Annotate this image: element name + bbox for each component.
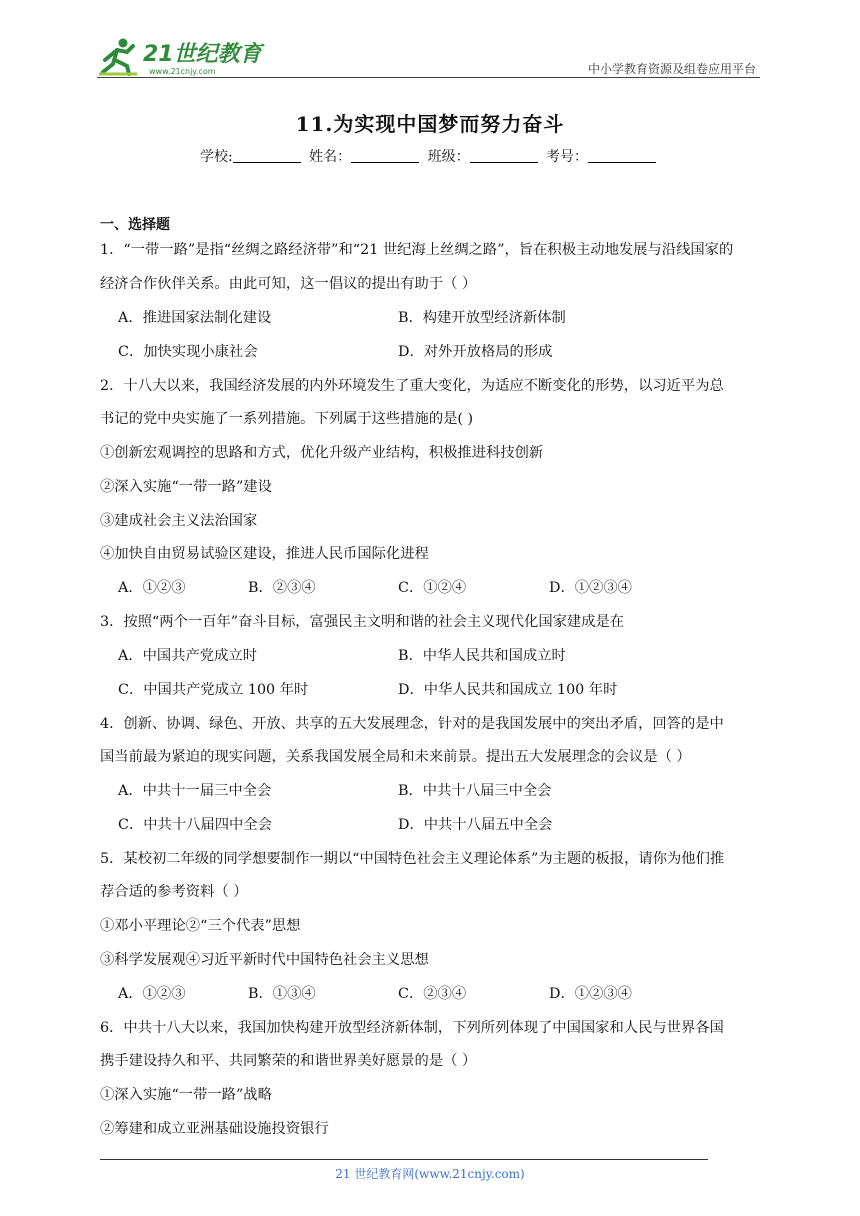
svg-text:www.21cnjy.com: www.21cnjy.com [149, 67, 216, 76]
question-2-statement-3: ③建成社会主义法治国家 [100, 513, 258, 529]
question-2-statement-4: ④加快自由贸易试验区建设，推进人民币国际化进程 [100, 546, 429, 562]
question-4-option-c: C．中共十八届四中全会 [118, 817, 272, 833]
name-blank [351, 148, 419, 163]
question-2-option-d: D．①②③④ [549, 580, 632, 596]
header-divider [97, 77, 760, 78]
page-header [97, 34, 760, 78]
question-6-stem: 6．中共十八大以来，我国加快构建开放型经济新体制，下列所列体现了中国国家和人民与世界各国 [100, 1020, 724, 1036]
exam-no-blank [588, 148, 656, 163]
question-2-option-a: A．①②③ [118, 580, 186, 596]
question-5-option-a: A．①②③ [118, 986, 186, 1002]
student-info-row [0, 146, 860, 166]
question-3-option-c: C．中国共产党成立 100 年时 [118, 682, 309, 698]
question-4-option-d: D．中共十八届五中全会 [398, 817, 553, 833]
question-1-option-c: C．加快实现小康社会 [118, 344, 258, 360]
question-6-stem-cont: 携手建设持久和平、共同繁荣的和谐世界美好愿景的是（ ） [100, 1053, 477, 1069]
question-1-option-b: B．构建开放型经济新体制 [398, 310, 566, 326]
class-blank [470, 148, 538, 163]
question-2-option-c: C．①②④ [398, 580, 467, 596]
question-3-option-a: A．中国共产党成立时 [118, 648, 257, 664]
question-5-option-d: D．①②③④ [549, 986, 632, 1002]
school-blank [233, 148, 301, 163]
site-logo [97, 34, 267, 78]
section-title: 一、选择题 [100, 217, 170, 233]
question-3-option-d: D．中华人民共和国成立 100 年时 [398, 682, 618, 698]
question-6-statement-1: ①深入实施“一带一路”战略 [100, 1087, 272, 1103]
school-label: 学校: [199, 149, 233, 165]
question-2-option-b: B．②③④ [248, 580, 316, 596]
question-5-option-b: B．①③④ [248, 986, 316, 1002]
page-title: 11.为实现中国梦而努力奋斗 [295, 112, 565, 136]
exam-no-label: 考号： [546, 149, 589, 165]
question-1-option-d: D．对外开放格局的形成 [398, 344, 553, 360]
question-4-option-a: A．中共十一届三中全会 [118, 783, 272, 799]
question-4-option-b: B．中共十八届三中全会 [398, 783, 552, 799]
question-5-stem: 5．某校初二年级的同学想要制作一期以“中国特色社会主义理论体系”为主题的板报，请你为他们推 [100, 851, 725, 867]
question-1-stem: 1．“一带一路”是指“丝绸之路经济带”和“21 世纪海上丝绸之路”，旨在积极主动地发展与沿线国家的 [100, 242, 734, 258]
question-2-statement-2: ②深入实施“一带一路”建设 [100, 479, 272, 495]
footer-link[interactable]: 21 世纪教育网(www.21cnjy.com) [335, 1167, 525, 1181]
question-5-stem-cont: 荐合适的参考资料（ ） [100, 884, 248, 900]
platform-name: 中小学教育资源及组卷应用平台 [587, 62, 756, 76]
question-3-option-b: B．中华人民共和国成立时 [398, 648, 566, 664]
question-2-stem-cont: 书记的党中央实施了一系列措施。下列属于这些措施的是( ) [100, 411, 474, 427]
question-6-statement-2: ②筹建和成立亚洲基础设施投资银行 [100, 1121, 329, 1137]
name-label: 姓名： [309, 149, 352, 165]
question-4-stem: 4．创新、协调、绿色、开放、共享的五大发展理念，针对的是我国发展中的突出矛盾，回答的是中 [100, 716, 724, 732]
question-3-stem: 3．按照“两个一百年”奋斗目标，富强民主文明和谐的社会主义现代化国家建成是在 [100, 614, 625, 630]
question-2-statement-1: ①创新宏观调控的思路和方式，优化升级产业结构，积极推进科技创新 [100, 445, 544, 461]
svg-text:21世纪教育: 21世纪教育 [143, 42, 262, 67]
runner-icon [99, 39, 137, 75]
class-label: 班级： [427, 149, 470, 165]
footer-divider [100, 1159, 708, 1160]
question-1-stem-cont: 经济合作伙伴关系。由此可知，这一倡议的提出有助于（ ） [100, 276, 477, 292]
question-2-stem: 2．十八大以来，我国经济发展的内外环境发生了重大变化，为适应不断变化的形势，以习近平为总 [100, 378, 724, 394]
question-1-option-a: A．推进国家法制化建设 [118, 310, 272, 326]
question-5-statement-1: ①邓小平理论②“三个代表”思想 [100, 918, 301, 934]
question-4-stem-cont: 国当前最为紧迫的现实问题，关系我国发展全局和未来前景。提出五大发展理念的会议是（ ） [100, 749, 691, 765]
question-5-option-c: C．②③④ [398, 986, 467, 1002]
question-5-statement-2: ③科学发展观④习近平新时代中国特色社会主义思想 [100, 952, 429, 968]
